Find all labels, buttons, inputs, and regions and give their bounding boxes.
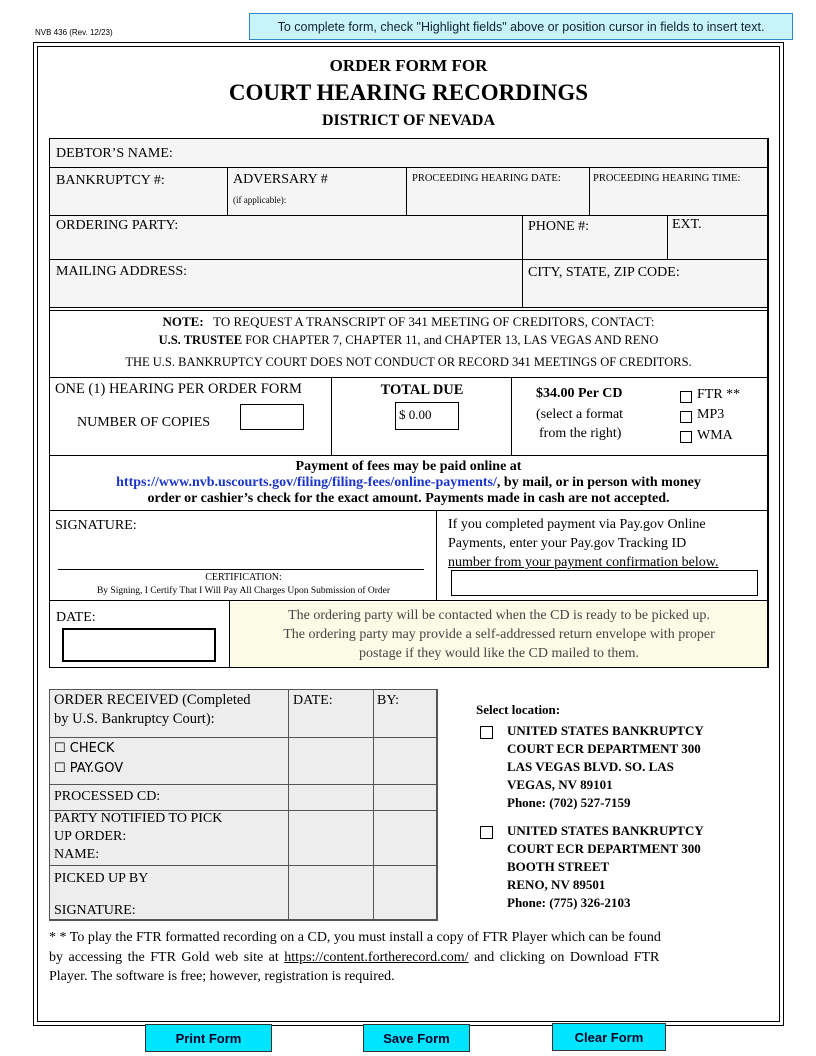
- save-form-button[interactable]: Save Form: [363, 1024, 470, 1052]
- form-id: NVB 436 (Rev. 12/23): [35, 28, 113, 37]
- paygov-option[interactable]: ☐ PAY.GOV: [54, 761, 124, 776]
- adversary-number-label: ADVERSARY #: [233, 172, 328, 187]
- certification-label: CERTIFICATION:: [205, 572, 282, 583]
- number-of-copies-label: NUMBER OF COPIES: [77, 415, 211, 430]
- date-input[interactable]: [62, 628, 216, 662]
- mp3-checkbox[interactable]: [680, 411, 692, 423]
- reno-line-2: COURT ECR DEPARTMENT 300: [507, 841, 701, 856]
- paygov-text-3: number from your payment confirmation below.: [448, 555, 719, 570]
- select-location-title: Select location:: [476, 702, 561, 717]
- print-form-button[interactable]: Print Form: [145, 1024, 272, 1052]
- footnote-line1: * * To play the FTR formatted recording on a CD, you must install a copy of FTR Player which can be found: [49, 930, 661, 945]
- payment-url-link[interactable]: https://www.nvb.uscourts.gov/filing/filing-fees/online-payments/: [116, 475, 497, 490]
- phone-label: PHONE #:: [528, 219, 590, 234]
- payment-line2: [50, 475, 767, 491]
- picked-up-signature-label: SIGNATURE:: [54, 903, 136, 918]
- office-divider-1: [288, 690, 289, 920]
- number-of-copies-input[interactable]: [240, 404, 304, 430]
- hearing-date-label: PROCEEDING HEARING DATE:: [412, 173, 561, 184]
- bankruptcy-number-label: BANKRUPTCY #:: [56, 173, 165, 188]
- city-state-zip-label: CITY, STATE, ZIP CODE:: [528, 265, 680, 280]
- one-hearing-label: ONE (1) HEARING PER ORDER FORM: [55, 381, 302, 397]
- total-due-label: TOTAL DUE: [380, 382, 464, 398]
- ftr-download-link[interactable]: https://content.fortherecord.com/: [284, 949, 469, 965]
- footnote-line2: [49, 948, 770, 968]
- lv-line-3: LAS VEGAS BLVD. SO. LAS: [507, 759, 674, 774]
- las-vegas-checkbox[interactable]: [480, 726, 493, 739]
- footnote-line2-a: by accessing the FTR Gold web site at: [49, 949, 285, 965]
- reno-phone: Phone: (775) 326-2103: [507, 895, 631, 910]
- wma-checkbox[interactable]: [680, 431, 692, 443]
- check-option[interactable]: ☐ CHECK: [54, 741, 115, 756]
- note-line2: [50, 333, 767, 348]
- party-notified-2: UP ORDER:: [54, 829, 127, 844]
- ordering-party-label: ORDERING PARTY:: [56, 218, 179, 233]
- processed-cd-label: PROCESSED CD:: [54, 789, 161, 804]
- las-vegas-address: [507, 722, 704, 812]
- note-line1: [50, 314, 767, 330]
- lv-line-1: UNITED STATES BANKRUPTCY: [507, 723, 704, 738]
- ftr-label: FTR **: [697, 387, 741, 402]
- order-received-1: ORDER RECEIVED (Completed: [54, 692, 251, 708]
- instruction-banner: To complete form, check "Highlight fields" above or position cursor in fields to insert text.: [249, 13, 793, 40]
- price-label: $34.00 Per CD: [536, 386, 623, 401]
- office-divider-2: [373, 690, 374, 920]
- if-applicable-label: (if applicable):: [233, 195, 287, 205]
- total-due-value: $ 0.00: [395, 402, 459, 430]
- note-text-2: FOR CHAPTER 7, CHAPTER 11, and CHAPTER 13, LAS VEGAS AND RENO: [245, 333, 659, 347]
- ftr-checkbox[interactable]: [680, 391, 692, 403]
- select-format-2: from the right): [539, 426, 622, 441]
- reno-line-1: UNITED STATES BANKRUPTCY: [507, 823, 704, 838]
- mp3-label: MP3: [697, 407, 725, 422]
- reno-line-4: RENO, NV 89501: [507, 877, 606, 892]
- wma-label: WMA: [697, 428, 733, 443]
- footnote-line3: Player. The software is free; however, registration is required.: [49, 969, 395, 984]
- ext-label: EXT.: [672, 217, 702, 232]
- order-received-2: by U.S. Bankruptcy Court):: [54, 711, 215, 727]
- certification-text: By Signing, I Certify That I Will Pay All Charges Upon Submission of Order: [96, 586, 391, 596]
- office-hline-4: [50, 865, 436, 866]
- pickup-notice-1: The ordering party will be contacted when the CD is ready to be picked up.: [288, 608, 710, 623]
- lv-line-2: COURT ECR DEPARTMENT 300: [507, 741, 701, 756]
- office-hline-2: [50, 784, 436, 785]
- reno-address: [507, 822, 704, 912]
- signature-line[interactable]: [58, 569, 424, 570]
- lv-line-4: VEGAS, NV 89101: [507, 777, 613, 792]
- office-by-label: BY:: [377, 693, 400, 708]
- hearing-time-label: PROCEEDING HEARING TIME:: [593, 173, 741, 184]
- header-line3: DISTRICT OF NEVADA: [321, 112, 496, 129]
- reno-checkbox[interactable]: [480, 826, 493, 839]
- debtor-name-label: DEBTOR’S NAME:: [56, 146, 173, 161]
- paygov-text-1: If you completed payment via Pay.gov Online: [448, 517, 706, 532]
- footnote-line2-b: and clicking on Download FTR: [468, 949, 660, 965]
- date-label: DATE:: [56, 610, 96, 625]
- party-notified-1: PARTY NOTIFIED TO PICK: [54, 811, 223, 826]
- trustee-label: U.S. TRUSTEE: [158, 333, 243, 347]
- pickup-notice-3: postage if they would like the CD mailed to them.: [359, 646, 639, 661]
- paygov-tracking-input[interactable]: [451, 570, 758, 596]
- party-notified-3: NAME:: [54, 847, 100, 862]
- footnote: [49, 928, 770, 987]
- reno-line-3: BOOTH STREET: [507, 859, 610, 874]
- lv-phone: Phone: (702) 527-7159: [507, 795, 631, 810]
- office-hline-1: [50, 737, 436, 738]
- signature-label: SIGNATURE:: [55, 518, 137, 533]
- clear-form-button[interactable]: Clear Form: [552, 1023, 666, 1051]
- payment-line2-rest: , by mail, or in person with money: [496, 475, 701, 490]
- paygov-text-2: Payments, enter your Pay.gov Tracking ID: [448, 536, 687, 551]
- office-date-label: DATE:: [293, 693, 333, 708]
- header-line1: ORDER FORM FOR: [329, 56, 488, 75]
- payment-line1: Payment of fees may be paid online at: [295, 459, 522, 474]
- header-title: COURT HEARING RECORDINGS: [228, 80, 589, 105]
- mailing-address-label: MAILING ADDRESS:: [56, 264, 188, 279]
- note-label: NOTE:: [162, 314, 204, 329]
- payment-line3: order or cashier’s check for the exact amount. Payments made in cash are not accepted.: [147, 491, 670, 506]
- picked-up-by-label: PICKED UP BY: [54, 871, 149, 886]
- pickup-notice-2: The ordering party may provide a self-addressed return envelope with proper: [283, 627, 715, 642]
- note-line3: THE U.S. BANKRUPTCY COURT DOES NOT CONDUCT OR RECORD 341 MEETINGS OF CREDITORS.: [125, 355, 692, 369]
- note-text-1: TO REQUEST A TRANSCRIPT OF 341 MEETING OF CREDITORS, CONTACT:: [213, 314, 655, 329]
- select-format-1: (select a format: [536, 407, 624, 422]
